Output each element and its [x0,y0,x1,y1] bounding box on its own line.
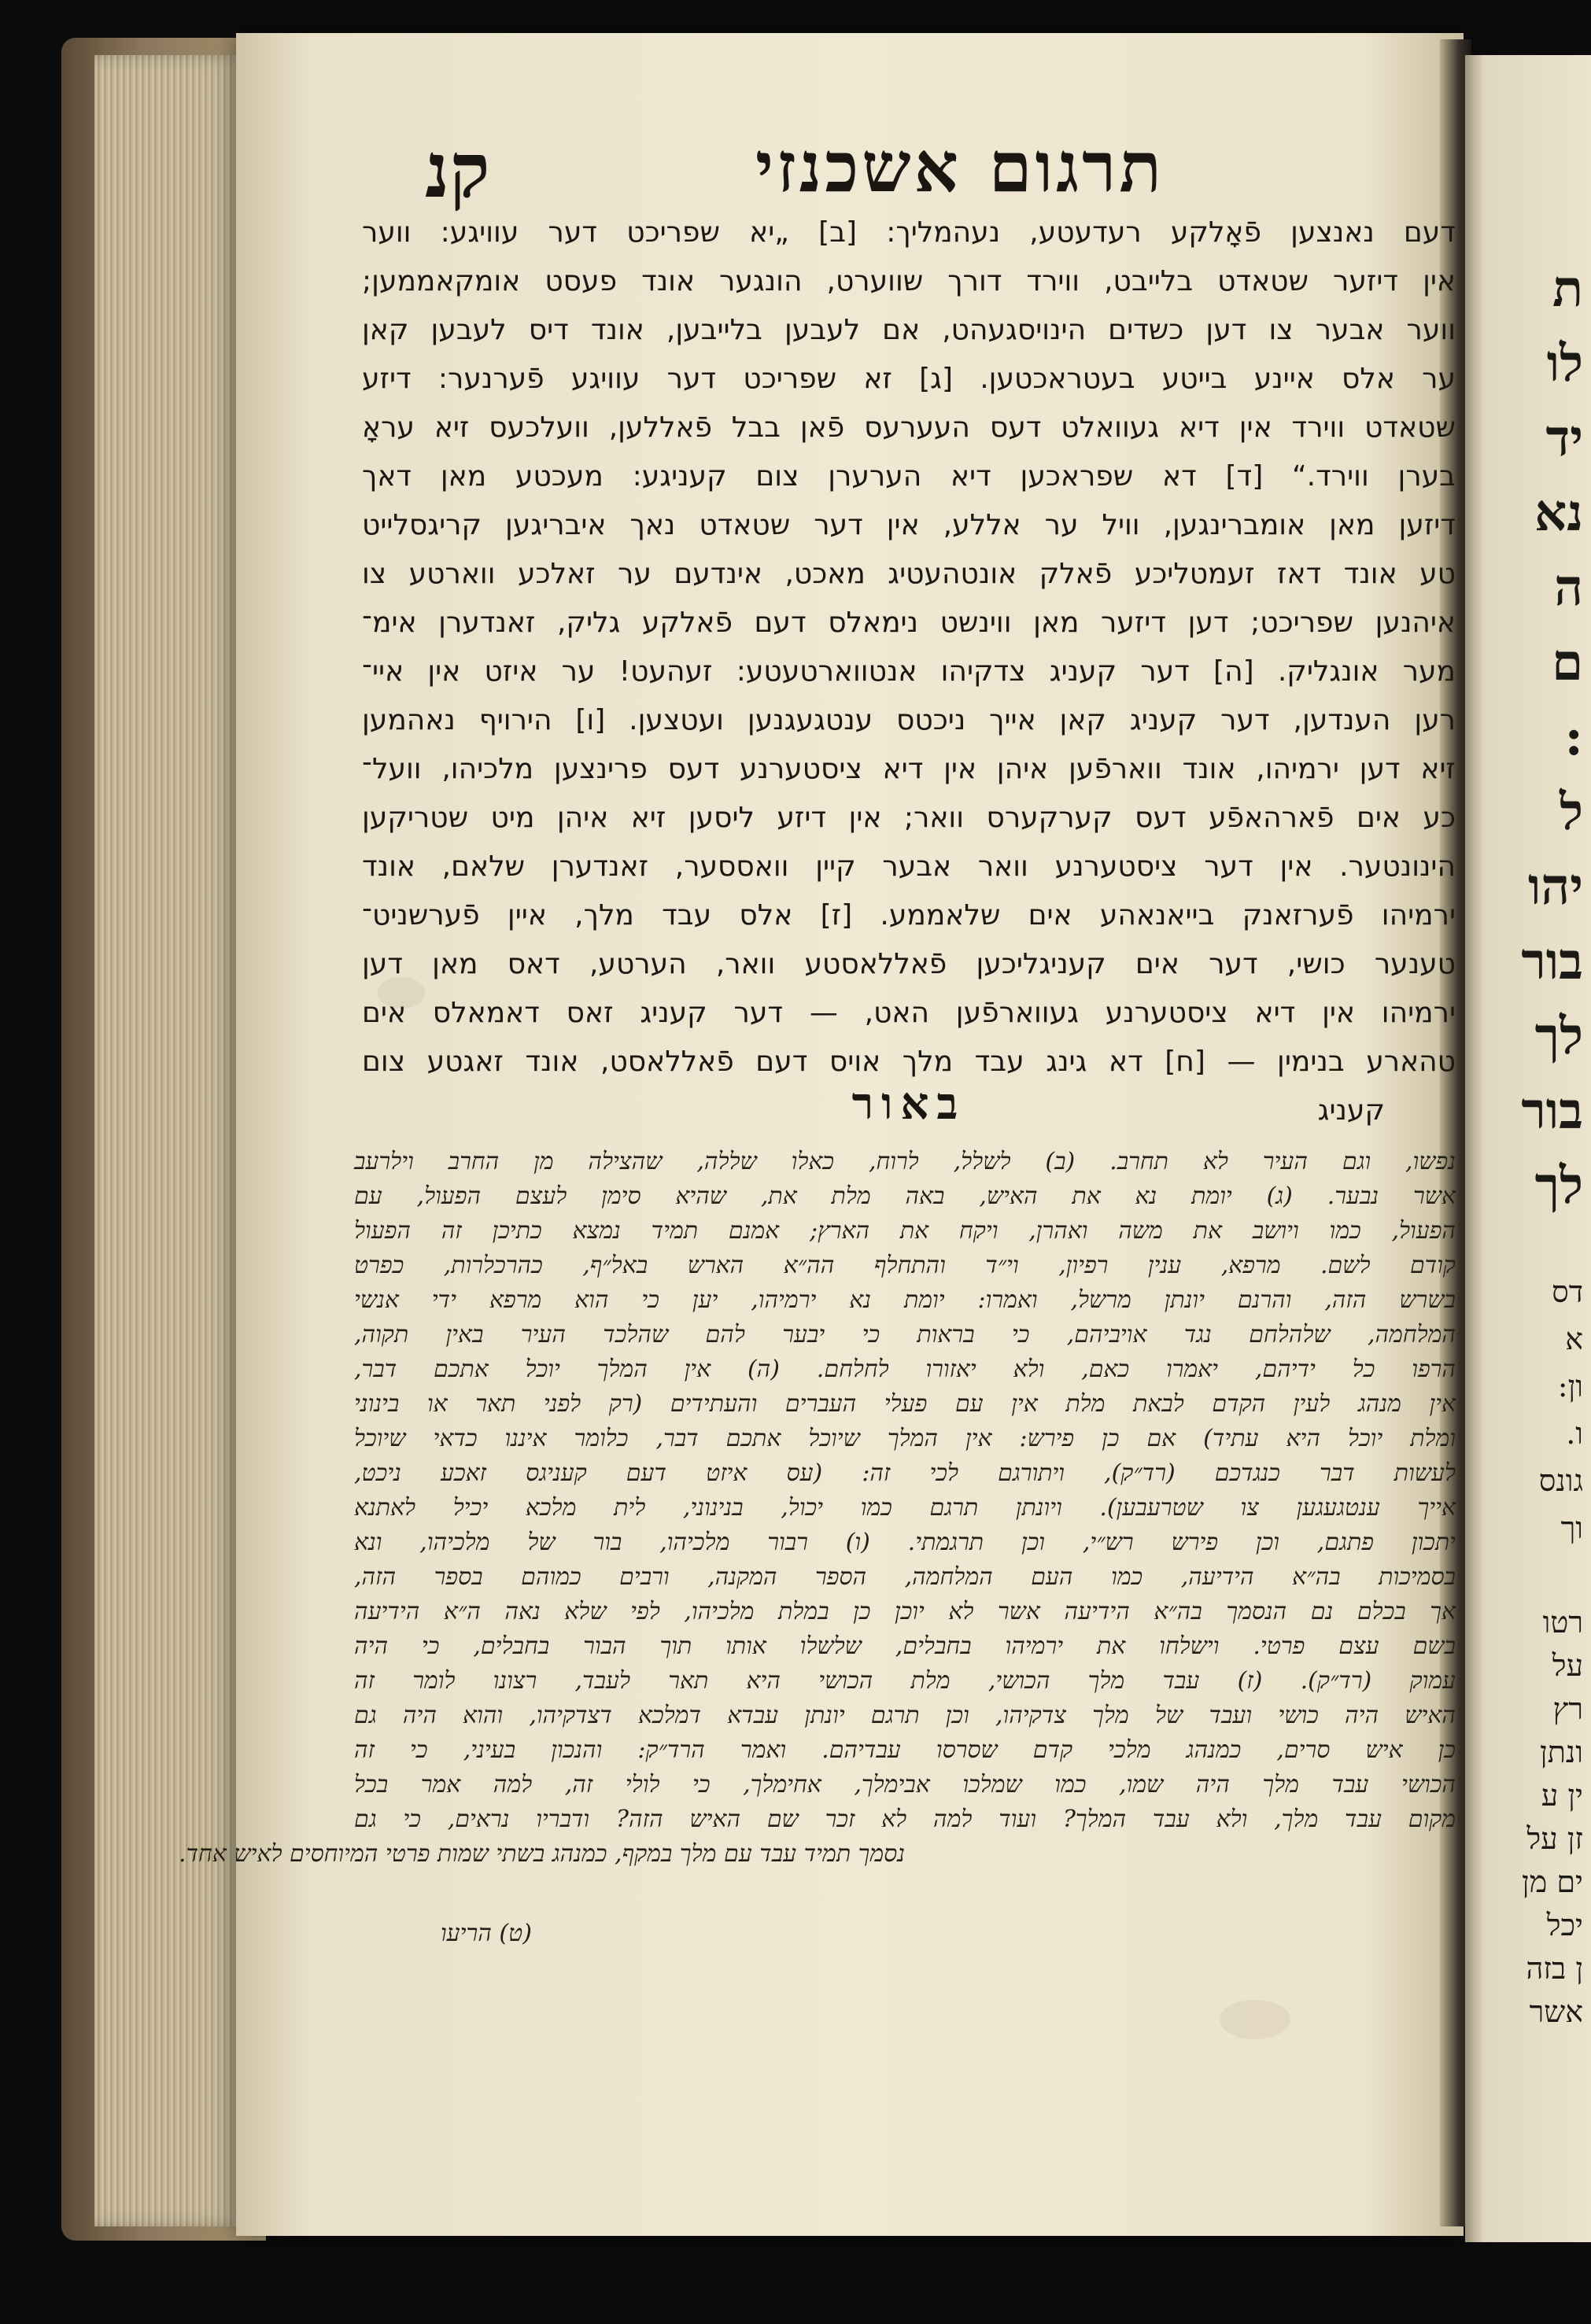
text-line: איהנען שפריכט; דען דיזער מאן ווינשט נימאלס דעם פֿאלקע גליק, זאנדערן אימ־ [362,607,1456,639]
text-line: ירמיהו אין דיא ציסטערנע געווארפֿען האט, — דער קעניג זאס דאמאלס אים [362,997,1456,1029]
facing-commentary-fragment: זן על [1526,1821,1583,1856]
facing-fragment: יד [1545,409,1583,468]
text-line: ירמיהו פֿערזאנק בייאנאהע אים שלאממע. [ז] אלס עבד מלך, איין פֿערשניט־ [362,899,1456,931]
facing-commentary-fragment: דס [1552,1275,1583,1309]
page-number: קנ [425,126,490,215]
text-line: ווער אבער צו דען כשדים הינויסגעהט, אם לעבען בלייבען, אונד דיס לעבען קאן [362,314,1456,346]
text-line: רען הענדען, דער קעניג קאן אייך ניכטס ענטגעגנען ועטצען. [ו] הירויף נאהמען [362,704,1456,736]
commentary-line: אך בכלם נם הנסמך בה״א הידיעה אשר לא יוכן כן במלת מלכיהו, לפי שלא נאה ה״א הידיעה [354,1598,1456,1625]
catchword: (ט) הריעו [441,1920,532,1947]
commentary-line: קודם לשם. מרפא, ענין רפיון, וי״ד והתחלף הה״א הארש באל״ף, כהרכלרות, כפרט [354,1252,1456,1279]
text-line: כע אים פֿארהאפֿע דעס קערקערס וואר; אין דיזע ליסען זיא איהן מיט שטריקען [362,802,1456,834]
text-line: טהארע בנימין — [ח] דא גינג עבד מלך אויס דעם פֿאללאסט, אונד זאגטע צום [362,1046,1456,1078]
facing-fragment: ם [1552,633,1583,692]
text-line: דיזען מאן אומברינגען, וויל ער אללע, אין דער שטאדט נאך איבריגען קריגסלייט [362,509,1456,541]
text-line: דעם נאנצען פֿאָלקע רעדעטע, נעהמליך: [ב] „יא שפריכט דער עוויגע: ווער [362,216,1456,249]
text-line: טענער כושי, דער אים קעניגליכען פֿאללאסטע וואר, הערטע, דאס מאן דען [362,948,1456,980]
text-line: הינונטער. אין דער ציסטערנע וואר אבער קיין וואססער, זאנדערן שלאם, אונד [362,850,1456,883]
commentary-line: כן איש סרים, כמנהג מלכי קדם שסרסו עבדיהם. ואמר הרד״ק: והנכון בעיני, כי זה [354,1736,1456,1764]
facing-commentary-fragment: יכל [1546,1908,1583,1942]
facing-commentary-fragment: רץ [1552,1691,1583,1726]
text-line: מער אונגליק. [ה] דער קעניג צדקיהו אנטווארטעטע: זעהעט! ער איזט אין איי־ [362,655,1456,688]
commentary-line: אשר נבער. (ג) יומת נא את האיש, באה מלת את, שהיא סימן לעצם הפעול, עם [354,1182,1456,1210]
commentary-line: בשרש הזה, והרנם יונתן מרשל, ואמרו: יומת נא ירמיהו, יען כי הוא מרפא ידי אנשי [354,1286,1456,1314]
facing-fragment: לך [1534,1007,1583,1066]
facing-fragment: בור [1521,1082,1583,1141]
facing-commentary-fragment: ונתן [1540,1735,1583,1769]
running-title: תרגום אשכנזי [755,126,1165,208]
commentary-line: אייך ענטגעגען צו שטרעבען). ויונתן תרגם כמו יכול, בנינוני, לית מלכא יכיל לאתנא [354,1494,1456,1522]
commentary-line: נפשו, וגם העיר לא תחרב. (ב) לשלל, לרוח, כאלו שללה, שהצילה מן החרב וילרעב [354,1148,1456,1175]
commentary-line: בשם עצם פרטי. וישלחו את ירמיהו בחבלים, שלשלו אותו תוך הבור בחבלים, כי היה [354,1632,1456,1660]
facing-fragment: לך [1534,1156,1583,1215]
facing-commentary-fragment: ים מן [1522,1865,1583,1899]
facing-commentary-fragment: א [1565,1322,1583,1356]
facing-commentary-fragment: אשר [1529,1994,1583,2029]
commentary-line: אין מנהג לעין הקדם לבאת מלת אין עם פעלי העברים והעתידים (רק לפני תאר או בינוני [354,1390,1456,1418]
commentary-line: מקום עבד מלך, ולא עבד המלך? ועוד למה לא זכר שם האיש הזה? ודבריו נראים, כי גם [354,1806,1456,1833]
facing-fragment: ת [1552,260,1583,319]
page-edges [94,55,244,2226]
facing-commentary-fragment: גונס [1538,1463,1583,1498]
page-header [378,126,1432,220]
text-line: אין דיזער שטאדט בלייבט, ווירד דורך שווערט, הונגער אונד פעסט אומקאממען; [362,265,1456,297]
commentary-text [179,1145,1456,1872]
commentary-line: בסמיכות בה״א הידיעה, כמו העם המלחמה, הספר המקנה, ורבים כמוהם בספר הזה, [354,1563,1456,1591]
commentary-line: הרפו כל ידיהם, יאמרו כאם, ולא יאזורו לחלחם. (ה) אין המלך יוכל אתכם דבר, [354,1356,1456,1383]
facing-fragment: לו [1546,334,1583,393]
facing-commentary-fragment: ין ע [1541,1778,1583,1813]
facing-commentary-fragment: ו. [1566,1416,1583,1451]
text-line: קעניג [1317,1094,1385,1127]
text-line: ער אלס איינע בייטע בעטראכטען. [ג] זא שפריכט דער עוויגע פֿערנער: דיזע [362,363,1456,395]
commentary-line: האיש היה כושי ועבד של מלך צדקיהו, וכן תרגם יונתן עבדא דמלכא דצדקיהו, והוא היה גם [354,1702,1456,1729]
commentary-line: עמוק (רד״ק). (ז) עבד מלך הכושי, מלת הכושי היא תאר לעבד, רצונו לומר זה [354,1667,1456,1695]
commentary-line: ומלת יוכל היא עתיד) אם כן פירש: אין המלך שיוכל אתכם דבר, כלומר איננו כדאי שיוכל [354,1425,1456,1452]
facing-commentary-fragment: ן בזה [1526,1951,1583,1986]
text-line: טע אונד דאז זעמטליכע פֿאלק אונטהעטיג מאכט, אינדעם ער זאלכע ווארטע צו [362,558,1456,590]
facing-fragment: נא [1534,484,1583,543]
facing-commentary-fragment: ון: [1557,1369,1583,1404]
commentary-line: לעשות דבר כנגדכם (רד״ק), ויתורגם לכי זה: (עס איזט דעם קעניגס זאכע ניכט, [354,1459,1456,1487]
facing-fragment: ל [1560,783,1583,842]
commentary-line: המלחמה, שלהלחם נגד אויביהם, כי בראות כי יבער להם שהלכד העיר באין תקוה, [354,1321,1456,1348]
text-line: זיא דען ירמיהו, אונד ווארפֿען איהן אין דיא ציסטערנע דעס פרינצען מלכיהו, וועל־ [362,753,1456,785]
commentary-line: יתכון פתגם, וכן פירש רש״י, וכן תרגמתי. (ו) רבור מלכיהו, בור של מלכיהו, ונא [354,1529,1456,1556]
facing-page [1465,55,1591,2242]
facing-commentary-fragment: על [1552,1648,1583,1683]
commentary-line: הפעול, כמו ויושב את משה ואהרן, ויקח את הארץ; אמנם תמיד נמצא כתיכן זה הפעול [354,1217,1456,1245]
facing-fragment: יהו [1528,858,1583,917]
facing-commentary-fragment: וך [1560,1511,1583,1545]
commentary-line: נסמך תמיד עבד עם מלך במקף, כמנהג בשתי שמות פרטי המיוחסים לאיש אחד. [179,1840,905,1868]
translation-text [362,208,1456,1135]
commentary-heading: באור [851,1078,966,1130]
commentary-line: הכושי עבד מלך היה שמו, כמו שמלכו אבימלך, אחימלך, כי לולי זה, למה אמר בכל [354,1771,1456,1798]
text-line: שטאדט ווירד אין דיא געוואלט דעס העערעס פֿאן בבל פֿאללען, וועלכעס זיא עראָ [362,411,1456,444]
facing-fragment: ה [1554,559,1583,618]
page-stain [1220,2000,1290,2039]
facing-commentary-fragment: רטו [1542,1605,1583,1640]
facing-fragment: : [1564,708,1583,767]
facing-fragment: בור [1521,932,1583,991]
text-line: בערן ווירד.“ [ד] דא שפראכען דיא הערערן צום קעניגע: מעכטע מאן דאך [362,460,1456,492]
